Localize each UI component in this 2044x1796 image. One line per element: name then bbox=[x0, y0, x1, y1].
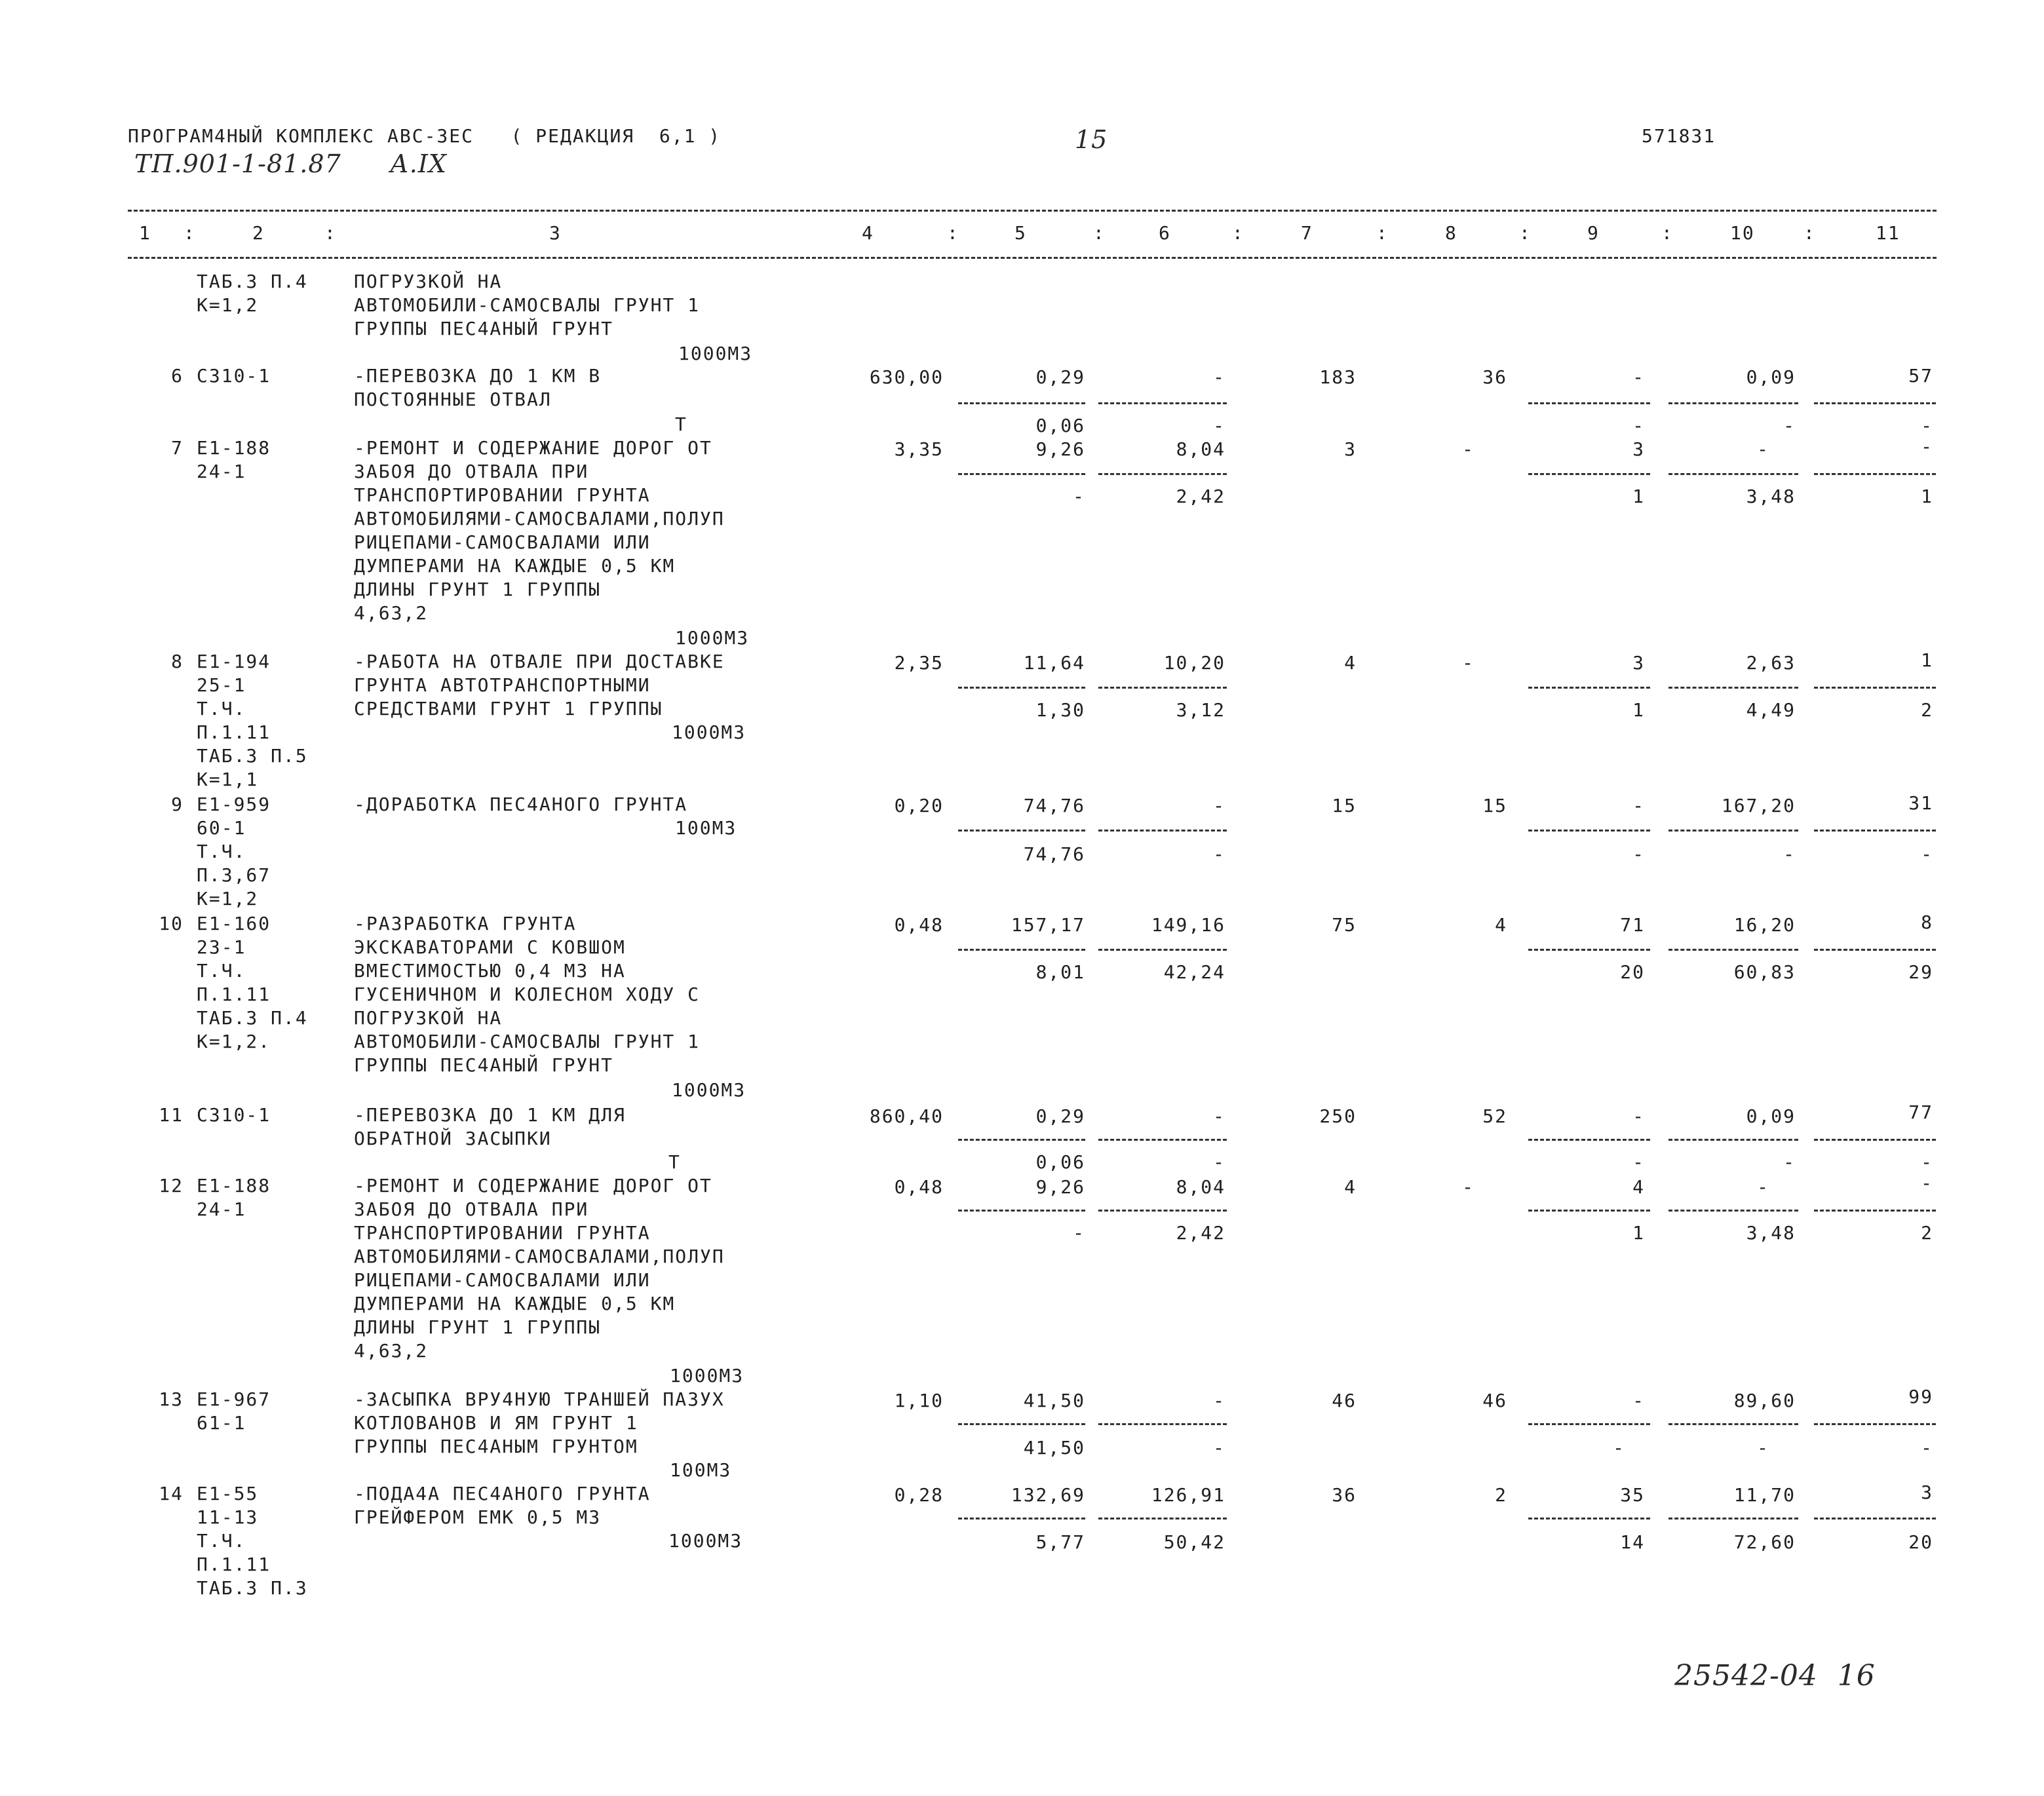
archive-stamp: 25542-04 16 bbox=[1674, 1659, 1876, 1692]
divider bbox=[1668, 1210, 1798, 1212]
row-code: ТАБ.3 П.5 bbox=[197, 745, 308, 767]
cell-6b: 2,42 bbox=[1176, 486, 1225, 507]
cell-9b: - bbox=[1632, 1151, 1645, 1173]
divider bbox=[1668, 1518, 1798, 1519]
col-7: 7 bbox=[1301, 222, 1313, 244]
row-desc: ТРАНСПОРТИРОВАНИИ ГРУНТА bbox=[354, 1222, 651, 1244]
row-unit: 1000М3 bbox=[670, 1365, 744, 1386]
divider bbox=[1814, 1139, 1936, 1141]
cell-11: 8 bbox=[1921, 911, 1933, 933]
row-desc: ДУМПЕРАМИ НА КАЖДЫЕ 0,5 КМ bbox=[354, 1293, 676, 1314]
divider bbox=[1098, 1423, 1227, 1425]
cell-10b: - bbox=[1783, 1151, 1796, 1173]
row-code: Е1-194 bbox=[197, 651, 271, 672]
cell-5b: 74,76 bbox=[1023, 843, 1085, 865]
cell-10b: 72,60 bbox=[1733, 1531, 1796, 1553]
divider bbox=[1668, 1139, 1798, 1141]
col-3: 3 bbox=[549, 222, 562, 244]
cell-11b: - bbox=[1921, 1437, 1933, 1459]
cell-7: 75 bbox=[1332, 914, 1357, 936]
cell-9b: - bbox=[1632, 843, 1645, 865]
divider bbox=[1668, 949, 1798, 951]
row-code: Т.Ч. bbox=[197, 841, 246, 862]
row-code: 60-1 bbox=[197, 817, 246, 839]
divider bbox=[958, 402, 1085, 404]
cell-9: 71 bbox=[1620, 914, 1645, 936]
divider bbox=[958, 1518, 1085, 1519]
row-desc: ЗАБОЯ ДО ОТВАЛА ПРИ bbox=[354, 1198, 589, 1220]
row-desc: АВТОМОБИЛИ-САМОСВАЛЫ ГРУНТ 1 bbox=[354, 294, 701, 316]
row-code: ТАБ.3 П.4 bbox=[197, 271, 308, 292]
document-code: 571831 bbox=[1642, 125, 1716, 147]
cell-9b: - bbox=[1632, 415, 1645, 436]
col-sep: : bbox=[1661, 222, 1674, 244]
row-desc: 4,63,2 bbox=[354, 1340, 429, 1362]
row-unit: 1000М3 bbox=[668, 1530, 743, 1552]
cell-5: 74,76 bbox=[1023, 795, 1085, 816]
row-number: 9 bbox=[171, 793, 183, 815]
cell-4: 2,35 bbox=[894, 652, 944, 674]
row-number: 13 bbox=[159, 1388, 183, 1410]
divider bbox=[1814, 1423, 1936, 1425]
cell-10b: 3,48 bbox=[1746, 1222, 1796, 1244]
cell-5: 132,69 bbox=[1011, 1484, 1085, 1506]
divider bbox=[1098, 473, 1227, 475]
row-code: Е1-967 bbox=[197, 1388, 271, 1410]
row-code: 61-1 bbox=[197, 1412, 246, 1434]
row-unit: Т bbox=[675, 413, 687, 435]
col-sep: : bbox=[324, 222, 337, 244]
cell-6: 149,16 bbox=[1151, 914, 1225, 936]
row-code: Е1-55 bbox=[197, 1483, 259, 1504]
cell-10b: - bbox=[1783, 415, 1796, 436]
cell-10: - bbox=[1757, 438, 1769, 460]
row-code: К=1,1 bbox=[197, 769, 259, 790]
divider bbox=[1098, 687, 1227, 689]
row-code: 24-1 bbox=[197, 461, 246, 482]
divider bbox=[1814, 1210, 1936, 1212]
divider bbox=[1098, 1518, 1227, 1519]
row-code: 23-1 bbox=[197, 936, 246, 958]
col-sep: : bbox=[1093, 222, 1106, 244]
cell-7: 36 bbox=[1332, 1484, 1357, 1506]
cell-11: 77 bbox=[1908, 1101, 1933, 1123]
cell-8: 2 bbox=[1495, 1484, 1507, 1506]
cell-6: 126,91 bbox=[1151, 1484, 1225, 1506]
row-number: 11 bbox=[159, 1104, 183, 1126]
row-code: Т.Ч. bbox=[197, 1530, 246, 1552]
divider bbox=[1814, 830, 1936, 831]
divider bbox=[1528, 402, 1650, 404]
cell-4: 3,35 bbox=[894, 438, 944, 460]
row-code: Е1-188 bbox=[197, 1175, 271, 1196]
divider bbox=[1528, 687, 1650, 689]
cell-9: 3 bbox=[1632, 438, 1645, 460]
divider bbox=[1098, 1139, 1227, 1141]
row-number: 6 bbox=[171, 365, 183, 387]
cell-5: 11,64 bbox=[1023, 652, 1085, 674]
col-11: 11 bbox=[1876, 222, 1900, 244]
program-title: ПРОГРАМ4НЫЙ КОМПЛЕКС АВС-ЗЕС ( РЕДАКЦИЯ 6,1 ) bbox=[128, 125, 722, 147]
cell-10b: - bbox=[1757, 1437, 1769, 1459]
divider bbox=[958, 687, 1085, 689]
row-code: ТАБ.3 П.3 bbox=[197, 1577, 308, 1599]
row-code: П.1.11 bbox=[197, 721, 271, 743]
row-code: П.1.11 bbox=[197, 1554, 271, 1575]
cell-9b: 14 bbox=[1620, 1531, 1645, 1553]
row-code: Е1-959 bbox=[197, 793, 271, 815]
row-code: 24-1 bbox=[197, 1198, 246, 1220]
row-desc: ГРУППЫ ПЕС4АНЫЙ ГРУНТ bbox=[354, 1054, 614, 1076]
cell-10b: - bbox=[1783, 843, 1796, 865]
divider bbox=[1528, 949, 1650, 951]
divider bbox=[1528, 1518, 1650, 1519]
cell-5b: - bbox=[1073, 486, 1085, 507]
cell-10: 2,63 bbox=[1746, 652, 1796, 674]
row-desc: -ПЕРЕВОЗКА ДО 1 КМ ДЛЯ bbox=[354, 1104, 626, 1126]
cell-11b: 2 bbox=[1921, 1222, 1933, 1244]
cell-11: - bbox=[1921, 1172, 1933, 1194]
row-number: 14 bbox=[159, 1483, 183, 1504]
row-unit: 1000М3 bbox=[678, 343, 753, 364]
row-desc: РИЦЕПАМИ-САМОСВАЛАМИ ИЛИ bbox=[354, 531, 651, 553]
cell-6b: - bbox=[1213, 1151, 1225, 1173]
cell-6: - bbox=[1213, 795, 1225, 816]
cell-6b: 2,42 bbox=[1176, 1222, 1225, 1244]
row-code: К=1,2. bbox=[197, 1031, 271, 1052]
cell-11: 31 bbox=[1908, 792, 1933, 814]
cell-4: 860,40 bbox=[869, 1105, 944, 1127]
row-desc: ГРУНТА АВТОТРАНСПОРТНЫМИ bbox=[354, 674, 651, 696]
divider bbox=[1668, 473, 1798, 475]
cell-5: 9,26 bbox=[1035, 438, 1085, 460]
cell-4: 0,20 bbox=[894, 795, 944, 816]
header-bottom-rule bbox=[128, 257, 1937, 259]
row-code: 11-13 bbox=[197, 1506, 259, 1528]
cell-10: 16,20 bbox=[1733, 914, 1796, 936]
cell-6b: - bbox=[1213, 843, 1225, 865]
cell-10b: 4,49 bbox=[1746, 699, 1796, 721]
cell-5: 0,29 bbox=[1035, 1105, 1085, 1127]
divider bbox=[1814, 949, 1936, 951]
cell-5b: 8,01 bbox=[1035, 961, 1085, 983]
cell-5: 9,26 bbox=[1035, 1176, 1085, 1198]
cell-7: 250 bbox=[1319, 1105, 1357, 1127]
divider bbox=[1098, 1210, 1227, 1212]
cell-11: - bbox=[1921, 436, 1933, 457]
col-6: 6 bbox=[1159, 222, 1171, 244]
row-desc: СРЕДСТВАМИ ГРУНТ 1 ГРУППЫ bbox=[354, 698, 663, 719]
cell-11: 99 bbox=[1908, 1386, 1933, 1407]
row-code: ТАБ.3 П.4 bbox=[197, 1007, 308, 1029]
row-code: К=1,2 bbox=[197, 888, 259, 909]
row-desc: ПОГРУЗКОЙ НА bbox=[354, 271, 503, 292]
cell-10: - bbox=[1757, 1176, 1769, 1198]
row-desc: ЭКСКАВАТОРАМИ С КОВШОМ bbox=[354, 936, 626, 958]
divider bbox=[1098, 830, 1227, 831]
project-number: ТП.901-1-81.87 bbox=[134, 149, 341, 178]
cell-7: 4 bbox=[1344, 652, 1357, 674]
row-code: К=1,2 bbox=[197, 294, 259, 316]
row-code: Т.Ч. bbox=[197, 960, 246, 982]
row-desc: ДУМПЕРАМИ НА КАЖДЫЕ 0,5 КМ bbox=[354, 555, 676, 577]
divider bbox=[1528, 1139, 1650, 1141]
cell-9: - bbox=[1632, 1390, 1645, 1411]
row-desc: ДЛИНЫ ГРУНТ 1 ГРУППЫ bbox=[354, 579, 602, 600]
divider bbox=[1528, 830, 1650, 831]
divider bbox=[1814, 1518, 1936, 1519]
divider bbox=[958, 473, 1085, 475]
divider bbox=[1668, 1423, 1798, 1425]
row-desc: АВТОМОБИЛИ-САМОСВАЛЫ ГРУНТ 1 bbox=[354, 1031, 701, 1052]
row-desc: РИЦЕПАМИ-САМОСВАЛАМИ ИЛИ bbox=[354, 1269, 651, 1291]
divider bbox=[958, 949, 1085, 951]
cell-6: - bbox=[1213, 1390, 1225, 1411]
divider bbox=[1528, 1423, 1650, 1425]
cell-8: - bbox=[1462, 1176, 1475, 1198]
cell-8: 36 bbox=[1482, 366, 1507, 388]
col-8: 8 bbox=[1445, 222, 1457, 244]
cell-11b: 20 bbox=[1908, 1531, 1933, 1553]
row-desc: -ДОРАБОТКА ПЕС4АНОГО ГРУНТА bbox=[354, 793, 688, 815]
row-code: С310-1 bbox=[197, 365, 271, 387]
divider bbox=[1098, 402, 1227, 404]
cell-6: 8,04 bbox=[1176, 438, 1225, 460]
cell-5: 41,50 bbox=[1023, 1390, 1085, 1411]
cell-9: - bbox=[1632, 1105, 1645, 1127]
divider bbox=[1814, 402, 1936, 404]
divider bbox=[1668, 402, 1798, 404]
divider bbox=[958, 1423, 1085, 1425]
cell-5b: 1,30 bbox=[1035, 699, 1085, 721]
divider bbox=[1814, 687, 1936, 689]
cell-7: 3 bbox=[1344, 438, 1357, 460]
row-desc: -РАБОТА НА ОТВАЛЕ ПРИ ДОСТАВКЕ bbox=[354, 651, 725, 672]
col-1: 1 bbox=[139, 222, 151, 244]
row-code: Е1-160 bbox=[197, 913, 271, 934]
divider bbox=[1098, 949, 1227, 951]
row-desc: ГРУППЫ ПЕС4АНЫЙ ГРУНТ bbox=[354, 318, 614, 339]
cell-7: 46 bbox=[1332, 1390, 1357, 1411]
cell-10: 167,20 bbox=[1721, 795, 1796, 816]
row-desc: ГУСЕНИЧНОМ И КОЛЕСНОМ ХОДУ С bbox=[354, 984, 701, 1005]
row-unit: 100М3 bbox=[670, 1459, 732, 1481]
cell-9b: 20 bbox=[1620, 961, 1645, 983]
row-desc: -РАЗРАБОТКА ГРУНТА bbox=[354, 913, 577, 934]
divider bbox=[1528, 1210, 1650, 1212]
cell-6: - bbox=[1213, 366, 1225, 388]
cell-10: 0,09 bbox=[1746, 366, 1796, 388]
cell-8: 52 bbox=[1482, 1105, 1507, 1127]
cell-8: 46 bbox=[1482, 1390, 1507, 1411]
cell-11b: - bbox=[1921, 415, 1933, 436]
cell-6b: - bbox=[1213, 1437, 1225, 1459]
divider bbox=[958, 1139, 1085, 1141]
cell-11: 57 bbox=[1908, 365, 1933, 387]
divider bbox=[1668, 830, 1798, 831]
cell-6b: - bbox=[1213, 415, 1225, 436]
row-desc: ПОСТОЯННЫЕ ОТВАЛ bbox=[354, 389, 552, 410]
row-desc: ВМЕСТИМОСТЬЮ 0,4 М3 НА bbox=[354, 960, 626, 982]
cell-5: 0,29 bbox=[1035, 366, 1085, 388]
col-sep: : bbox=[1519, 222, 1532, 244]
col-sep: : bbox=[1803, 222, 1816, 244]
cell-9: 4 bbox=[1632, 1176, 1645, 1198]
cell-5b: - bbox=[1073, 1222, 1085, 1244]
cell-6: 8,04 bbox=[1176, 1176, 1225, 1198]
cell-4: 0,48 bbox=[894, 914, 944, 936]
cell-10: 89,60 bbox=[1733, 1390, 1796, 1411]
row-desc: КОТЛОВАНОВ И ЯМ ГРУНТ 1 bbox=[354, 1412, 638, 1434]
cell-9: - bbox=[1632, 795, 1645, 816]
col-sep: : bbox=[1376, 222, 1389, 244]
divider bbox=[1668, 687, 1798, 689]
row-number: 12 bbox=[159, 1175, 183, 1196]
row-desc: 4,63,2 bbox=[354, 602, 429, 624]
header-top-rule bbox=[128, 210, 1937, 212]
cell-11: 3 bbox=[1921, 1481, 1933, 1503]
cell-9b: 1 bbox=[1632, 1222, 1645, 1244]
row-unit: 1000М3 bbox=[675, 627, 750, 649]
cell-9b: - bbox=[1613, 1437, 1625, 1459]
divider bbox=[958, 830, 1085, 831]
cell-4: 1,10 bbox=[894, 1390, 944, 1411]
cell-5: 157,17 bbox=[1011, 914, 1085, 936]
cell-8: - bbox=[1462, 438, 1475, 460]
col-2: 2 bbox=[252, 222, 265, 244]
cell-4: 0,48 bbox=[894, 1176, 944, 1198]
cell-7: 183 bbox=[1319, 366, 1357, 388]
col-sep: : bbox=[947, 222, 959, 244]
row-desc: ДЛИНЫ ГРУНТ 1 ГРУППЫ bbox=[354, 1316, 602, 1338]
row-desc: -ЗАСЫПКА ВРУ4НУЮ ТРАНШЕЙ ПАЗУХ bbox=[354, 1388, 725, 1410]
row-unit: 100М3 bbox=[675, 817, 737, 839]
row-desc: ТРАНСПОРТИРОВАНИИ ГРУНТА bbox=[354, 484, 651, 506]
row-number: 10 bbox=[159, 913, 183, 934]
cell-5b: 5,77 bbox=[1035, 1531, 1085, 1553]
row-unit: 1000М3 bbox=[672, 1079, 746, 1101]
divider bbox=[958, 1210, 1085, 1212]
cell-8: - bbox=[1462, 652, 1475, 674]
album-number: А.IX bbox=[390, 149, 447, 178]
cell-10: 11,70 bbox=[1733, 1484, 1796, 1506]
cell-6b: 42,24 bbox=[1163, 961, 1225, 983]
row-desc: -ПЕРЕВОЗКА ДО 1 КМ В bbox=[354, 365, 602, 387]
col-4: 4 bbox=[862, 222, 874, 244]
row-number: 8 bbox=[171, 651, 183, 672]
cell-11b: - bbox=[1921, 843, 1933, 865]
divider bbox=[1528, 473, 1650, 475]
cell-6b: 50,42 bbox=[1163, 1531, 1225, 1553]
cell-4: 0,28 bbox=[894, 1484, 944, 1506]
cell-8: 15 bbox=[1482, 795, 1507, 816]
cell-11: 1 bbox=[1921, 649, 1933, 671]
cell-4: 630,00 bbox=[869, 366, 944, 388]
cell-9b: 1 bbox=[1632, 699, 1645, 721]
cell-11b: - bbox=[1921, 1151, 1933, 1173]
cell-11b: 29 bbox=[1908, 961, 1933, 983]
cell-10b: 60,83 bbox=[1733, 961, 1796, 983]
cell-6b: 3,12 bbox=[1176, 699, 1225, 721]
col-9: 9 bbox=[1587, 222, 1600, 244]
row-desc: -ПОДА4А ПЕС4АНОГО ГРУНТА bbox=[354, 1483, 651, 1504]
cell-9: - bbox=[1632, 366, 1645, 388]
cell-6: - bbox=[1213, 1105, 1225, 1127]
row-number: 7 bbox=[171, 437, 183, 459]
col-sep: : bbox=[183, 222, 196, 244]
page-number: 15 bbox=[1075, 125, 1108, 154]
cell-8: 4 bbox=[1495, 914, 1507, 936]
cell-11b: 1 bbox=[1921, 486, 1933, 507]
divider bbox=[1814, 473, 1936, 475]
cell-10: 0,09 bbox=[1746, 1105, 1796, 1127]
cell-5b: 0,06 bbox=[1035, 1151, 1085, 1173]
row-desc: -РЕМОНТ И СОДЕРЖАНИЕ ДОРОГ ОТ bbox=[354, 437, 712, 459]
cell-9b: 1 bbox=[1632, 486, 1645, 507]
row-code: 25-1 bbox=[197, 674, 246, 696]
cell-7: 15 bbox=[1332, 795, 1357, 816]
row-desc: ПОГРУЗКОЙ НА bbox=[354, 1007, 503, 1029]
row-desc: АВТОМОБИЛЯМИ-САМОСВАЛАМИ,ПОЛУП bbox=[354, 508, 725, 529]
row-desc: -РЕМОНТ И СОДЕРЖАНИЕ ДОРОГ ОТ bbox=[354, 1175, 712, 1196]
col-10: 10 bbox=[1730, 222, 1755, 244]
row-code: С310-1 bbox=[197, 1104, 271, 1126]
col-5: 5 bbox=[1014, 222, 1027, 244]
cell-6: 10,20 bbox=[1163, 652, 1225, 674]
row-desc: ГРУППЫ ПЕС4АНЫМ ГРУНТОМ bbox=[354, 1436, 638, 1457]
row-desc: ЗАБОЯ ДО ОТВАЛА ПРИ bbox=[354, 461, 589, 482]
row-unit: Т bbox=[668, 1151, 681, 1173]
row-code: Т.Ч. bbox=[197, 698, 246, 719]
cell-10b: 3,48 bbox=[1746, 486, 1796, 507]
row-code: Е1-188 bbox=[197, 437, 271, 459]
row-code: П.1.11 bbox=[197, 984, 271, 1005]
cell-5b: 41,50 bbox=[1023, 1437, 1085, 1459]
row-unit: 1000М3 bbox=[672, 721, 746, 743]
row-code: П.3,67 bbox=[197, 864, 271, 886]
cell-11b: 2 bbox=[1921, 699, 1933, 721]
col-sep: : bbox=[1232, 222, 1244, 244]
row-desc: АВТОМОБИЛЯМИ-САМОСВАЛАМИ,ПОЛУП bbox=[354, 1246, 725, 1267]
row-desc: ГРЕЙФЕРОМ ЕМК 0,5 М3 bbox=[354, 1506, 602, 1528]
cell-5b: 0,06 bbox=[1035, 415, 1085, 436]
row-desc: ОБРАТНОЙ ЗАСЫПКИ bbox=[354, 1128, 552, 1149]
cell-9: 35 bbox=[1620, 1484, 1645, 1506]
cell-9: 3 bbox=[1632, 652, 1645, 674]
cell-7: 4 bbox=[1344, 1176, 1357, 1198]
